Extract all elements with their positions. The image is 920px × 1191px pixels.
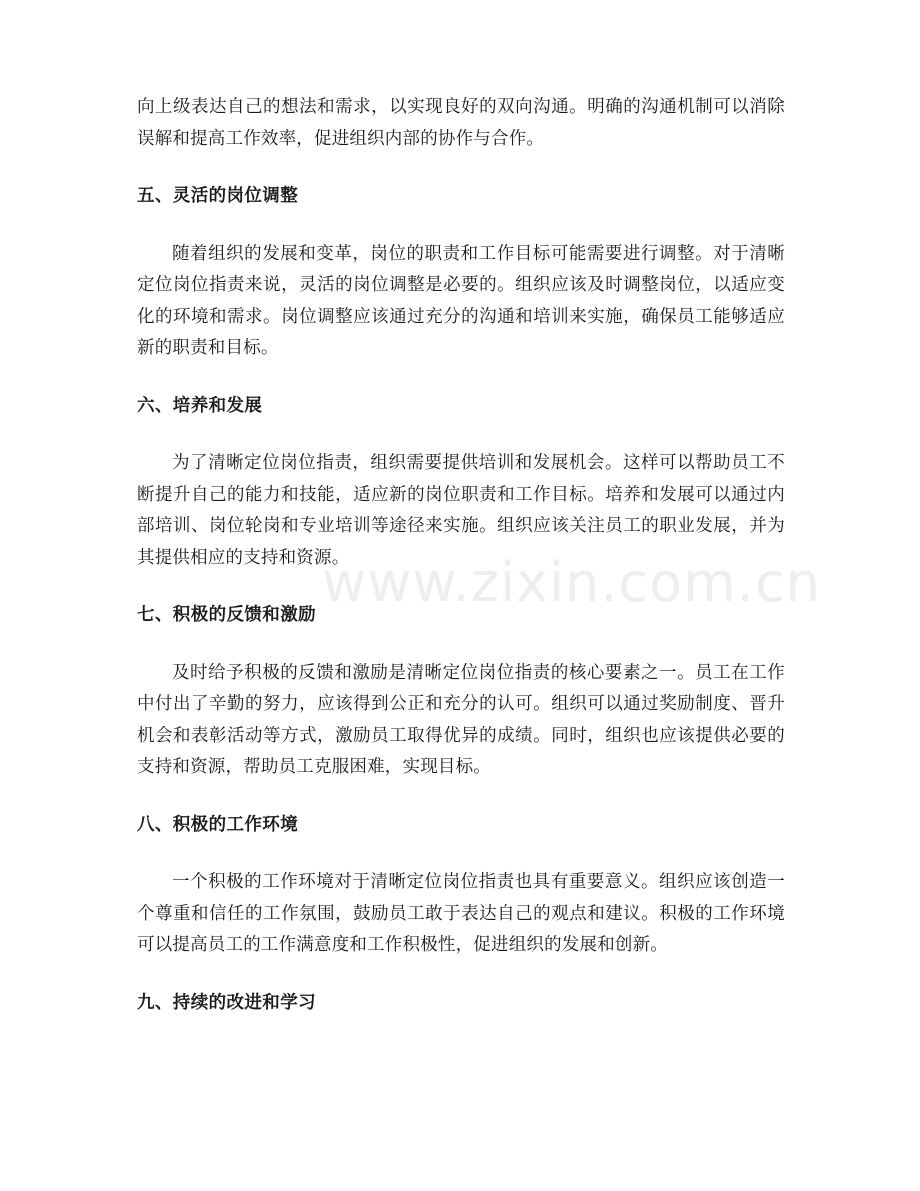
intro-paragraph: 向上级表达自己的想法和需求，以实现良好的双向沟通。明确的沟通机制可以消除误解和提高工作效率，促进组织内部的协作与合作。 xyxy=(137,97,785,149)
section-heading-6: 六、培养和发展 xyxy=(137,395,263,416)
spacer xyxy=(137,213,785,239)
section-paragraph-7: 及时给予积极的反馈和激励是清晰定位岗位指责的核心要素之一。员工在工作中付出了辛勤的努力，应该得到公正和充分的认可。组织可以通过奖励制度、晋升机会和表彰活动等方式，激励员工取得优异的成绩。同时，组织也应该提供必要的支持和资源，帮助员工克服困难，实现目标。 xyxy=(137,662,785,777)
spacer xyxy=(137,422,785,448)
section-heading-8: 八、积极的工作环境 xyxy=(137,814,299,835)
section-paragraph-8: 一个积极的工作环境对于清晰定位岗位指责也具有重要意义。组织应该创造一个尊重和信任的工作氛围，鼓励员工敢于表达自己的观点和建议。积极的工作环境可以提高员工的工作满意度和工作积极性，促进组织的发展和创新。 xyxy=(137,872,785,955)
spacer xyxy=(137,632,785,658)
spacer xyxy=(137,365,785,391)
watermark: www.zixin.com.cn xyxy=(322,551,821,614)
document-page xyxy=(137,92,821,1019)
spacer xyxy=(137,962,785,988)
spacer xyxy=(137,155,785,181)
section-heading-9: 九、持续的改进和学习 xyxy=(137,992,316,1013)
spacer xyxy=(137,784,785,810)
section-heading-5: 五、灵活的岗位调整 xyxy=(137,186,299,206)
section-heading-7: 七、积极的反馈和激励 xyxy=(137,605,316,625)
section-paragraph-5: 随着组织的发展和变革，岗位的职责和工作目标可能需要进行调整。对于清晰定位岗位指责来说，灵活的岗位调整是必要的。组织应该及时调整岗位，以适应变化的环境和需求。岗位调整应该通过充分的沟通和培训来实施，确保员工能够适应新的职责和目标。 xyxy=(137,243,785,358)
spacer xyxy=(137,574,785,600)
spacer xyxy=(137,841,785,867)
section-paragraph-6: 为了清晰定位岗位指责，组织需要提供培训和发展机会。这样可以帮助员工不断提升自己的能力和技能，适应新的岗位职责和工作目标。培养和发展可以通过内部培训、岗位轮岗和专业培训等途径来实施。组织应该关注员工的职业发展，并为其提供相应的支持和资源。 xyxy=(137,453,785,568)
